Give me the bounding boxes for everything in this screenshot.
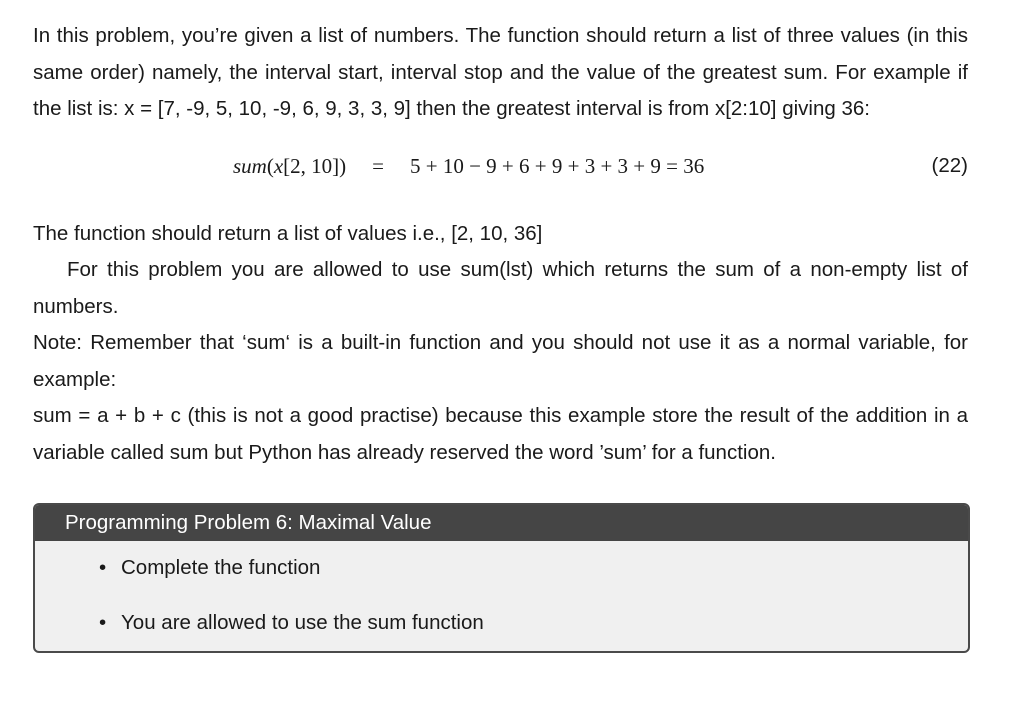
equation-row (33, 152, 968, 192)
task-text: You are allowed to use the sum function (121, 611, 484, 634)
problem-task-list (35, 555, 968, 636)
note-paragraph: Note: Remember that ‘sum‘ is a built-in function and you should not use it as a normal variable, for example: (33, 331, 968, 391)
list-item (35, 610, 968, 636)
sum-equation (233, 154, 704, 179)
bullet-icon: • (99, 611, 107, 634)
equation-number: (22) (931, 153, 968, 177)
bullet-icon: • (99, 556, 107, 579)
list-item (35, 555, 968, 581)
allowed-paragraph: For this problem you are allowed to use sum(lst) which returns the sum of a non-empty list of numbers. (33, 258, 968, 318)
return-paragraph: The function should return a list of values i.e., [2, 10, 36] (33, 221, 543, 245)
intro-paragraph: In this problem, you’re given a list of numbers. The function should return a list of three values (in this same order) namely, the interval start, interval stop and the value of the greatest sum. For example if the list is: x = [7, -9, 5, 10, -9, 6, 9, 3, 3, 9] then the greatest interval is from x[2:10] giving 36: (33, 24, 968, 120)
programming-problem-box (33, 503, 970, 653)
example-paragraph: sum = a + b + c (this is not a good practise) because this example store the result of the addition in a variable called sum but Python has already reserved the word ’sum’ for a function. (33, 404, 968, 464)
equation-function: sum (233, 153, 267, 178)
equation-rhs: 5 + 10 − 9 + 6 + 9 + 3 + 3 + 9 = 36 (410, 153, 705, 178)
equation-relation: = (372, 153, 384, 178)
equation-open-paren: ( (266, 153, 274, 178)
equation-variable: x (273, 153, 284, 178)
problem-box-title: Programming Problem 6: Maximal Value (35, 505, 968, 541)
document-body (33, 18, 968, 471)
task-text: Complete the function (121, 556, 321, 579)
equation-arguments: [2, 10]) (283, 153, 347, 178)
